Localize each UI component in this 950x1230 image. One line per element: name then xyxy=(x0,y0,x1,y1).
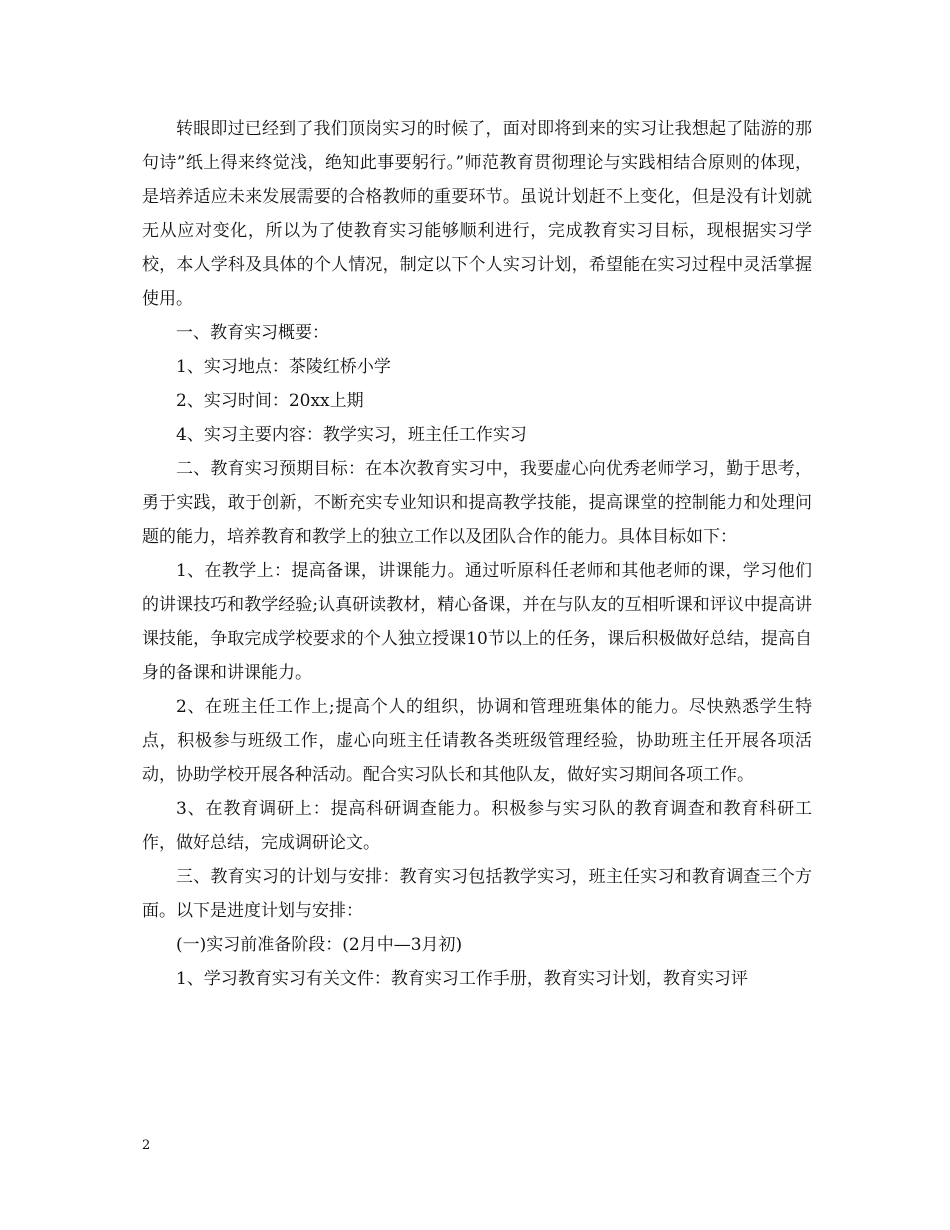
list-item-time: 2、实习时间：20xx上期 xyxy=(176,391,364,411)
paragraph-plan: 三、教育实习的计划与安排：教育实习包括教学实习，班主任实习和教育调查三个方面。以下是进度计划与安排： xyxy=(142,867,812,921)
paragraph-teaching: 1、在教学上：提高备课，讲课能力。通过听原科任老师和其他老师的课，学习他们的讲课技巧和教学经验;认真研读教材，精心备课，并在与队友的互相听课和评议中提高讲课技能，争取完成学校要求的个人独立授课10节以上的任务，课后积极做好总结，提高自身的备课和讲课能力。 xyxy=(142,561,812,683)
heading-overview: 一、教育实习概要： xyxy=(176,323,329,343)
list-item-content: 4、实习主要内容：教学实习，班主任工作实习 xyxy=(176,425,527,445)
paragraph-study-documents: 1、学习教育实习有关文件：教育实习工作手册，教育实习计划，教育实习评 xyxy=(176,969,748,989)
heading-preparation-stage: (一)实习前准备阶段：(2月中—3月初) xyxy=(176,935,463,955)
paragraph-intro: 转眼即过已经到了我们顶岗实习的时候了，面对即将到来的实习让我想起了陆游的那句诗”纸上得来终觉浅，绝知此事要躬行。”师范教育贯彻理论与实践相结合原则的体现，是培养适应未来发展需要的合格教师的重要环节。虽说计划赶不上变化，但是没有计划就无从应对变化，所以为了使教育实习能够顺利进行，完成教育实习目标，现根据实习学校，本人学科及具体的个人情况，制定以下个人实习计划，希望能在实习过程中灵活掌握使用。 xyxy=(142,119,812,309)
list-item-location: 1、实习地点：茶陵红桥小学 xyxy=(176,357,391,377)
paragraph-research: 3、在教育调研上：提高科研调查能力。积极参与实习队的教育调查和教育科研工作，做好总结，完成调研论文。 xyxy=(142,799,812,853)
paragraph-goals: 二、教育实习预期目标：在本次教育实习中，我要虚心向优秀老师学习，勤于思考，勇于实践，敢于创新，不断充实专业知识和提高教学技能，提高课堂的控制能力和处理问题的能力，培养教育和教学上的独立工作以及团队合作的能力。具体目标如下： xyxy=(142,459,812,547)
page-number: 2 xyxy=(142,1138,151,1153)
paragraph-class-teacher: 2、在班主任工作上;提高个人的组织，协调和管理班集体的能力。尽快熟悉学生特点，积极参与班级工作，虚心向班主任请教各类班级管理经验，协助班主任开展各项活动，协助学校开展各种活动。配合实习队长和其他队友，做好实习期间各项工作。 xyxy=(142,697,812,785)
document-body xyxy=(142,112,812,996)
